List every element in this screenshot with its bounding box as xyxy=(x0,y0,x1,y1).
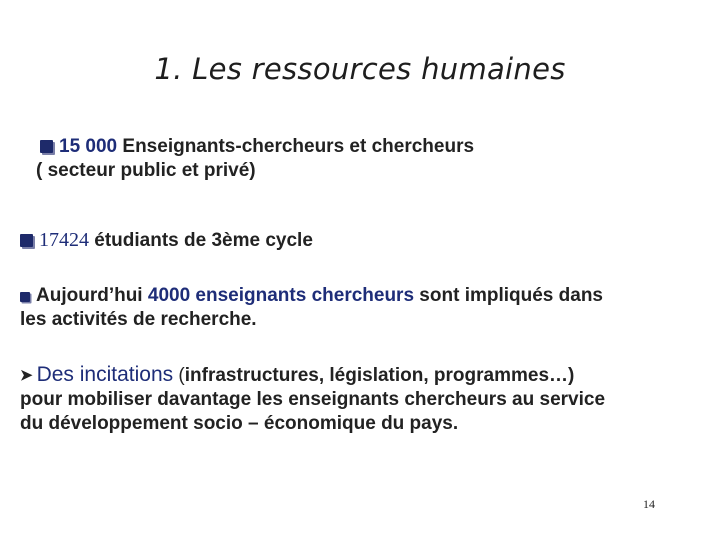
involved-count: 4000 xyxy=(147,285,191,306)
item-students xyxy=(20,228,313,253)
involved-line2: les activités de recherche. xyxy=(20,309,257,330)
square-bullet-icon xyxy=(40,140,53,153)
incentives-rest: infrastructures, législation, programmes…) xyxy=(184,365,575,386)
researchers-label: Enseignants-chercheurs et chercheurs xyxy=(117,136,475,157)
item-researchers-line1 xyxy=(40,135,474,159)
incentives-paren: ( xyxy=(173,365,185,386)
item-incentives-line1 xyxy=(20,363,605,388)
involved-suffix: sont impliqués dans xyxy=(414,285,604,306)
arrow-bullet-icon: ➤ xyxy=(20,367,33,384)
square-bullet-icon xyxy=(20,234,33,247)
students-count: 17424 xyxy=(39,229,89,251)
item-incentives xyxy=(20,363,605,436)
page-number: 14 xyxy=(643,497,655,511)
item-involved xyxy=(20,284,603,332)
students-label: étudiants de 3ème cycle xyxy=(89,230,313,251)
involved-prefix: Aujourd’hui xyxy=(36,285,143,306)
item-researchers xyxy=(36,135,475,183)
square-bullet-icon xyxy=(20,292,30,302)
item-involved-line1 xyxy=(20,284,603,308)
researchers-sublabel: ( secteur public et privé) xyxy=(36,160,256,181)
incentives-lead: Des incitations xyxy=(36,363,174,386)
incentives-line3: du développement socio – économique du pays. xyxy=(20,413,459,434)
slide-title: 1. Les ressources humaines xyxy=(154,52,566,86)
involved-highlight: enseignants chercheurs xyxy=(190,285,415,306)
incentives-line2: pour mobiliser davantage les enseignants chercheurs au service xyxy=(20,389,606,410)
researchers-count: 15 000 xyxy=(59,136,118,157)
